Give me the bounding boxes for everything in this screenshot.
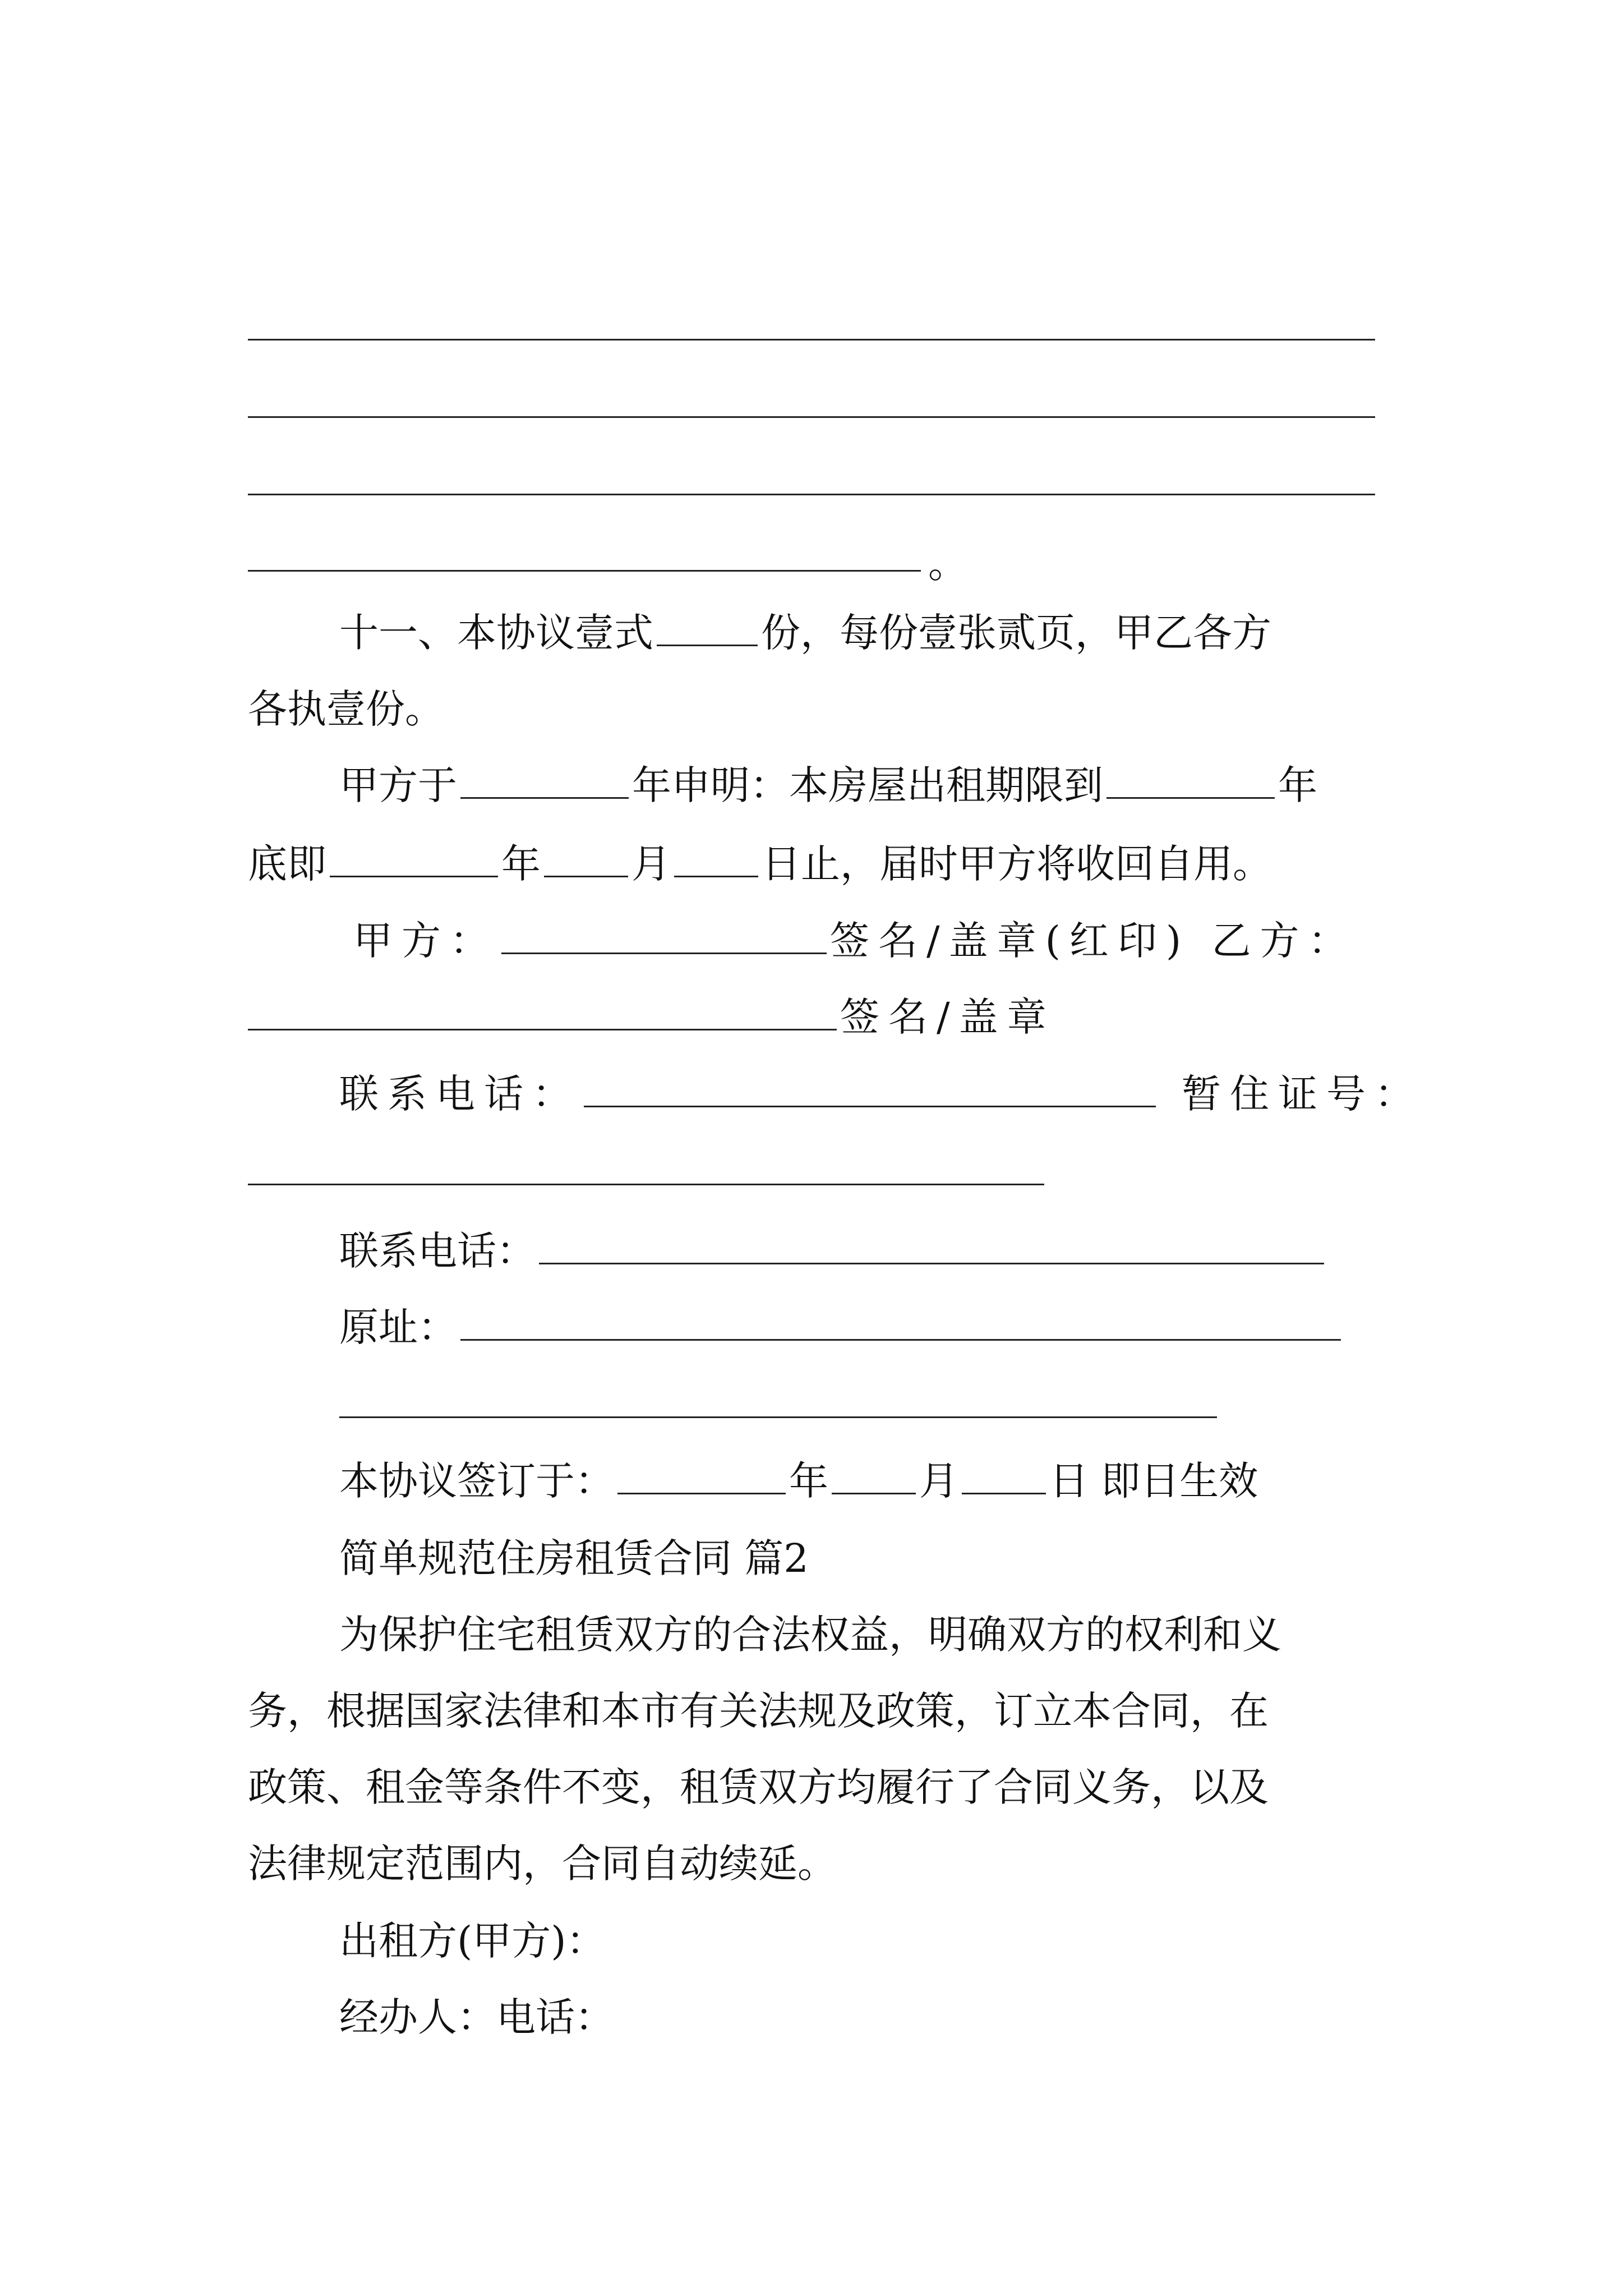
period-mark: 。	[928, 541, 967, 587]
sign-day-blank[interactable]	[962, 1458, 1046, 1494]
lessor-label: 出租方(甲方)：	[339, 1918, 606, 1964]
contact-line-1	[339, 1066, 1423, 1122]
temp-id-blank	[248, 1184, 1044, 1185]
blank-line-4	[248, 570, 921, 572]
section-title: 简单规范住房租赁合同 篇2	[339, 1535, 809, 1581]
stop-year-blank[interactable]	[330, 841, 498, 877]
declaration-text-3: 年	[1278, 762, 1317, 808]
phone-label-2: 联系电话：	[339, 1228, 536, 1274]
declaration-text-2: 年申明：本房屋出租期限到	[632, 762, 1103, 808]
effective-text-1: 本协议签订于：	[339, 1458, 614, 1504]
intro-line-3: 政策、租金等条件不变，租赁双方均履行了合同义务，以及	[248, 1764, 1269, 1810]
phone-blank-2[interactable]	[539, 1228, 1324, 1264]
clause-11-prefix: 十一、本协议壹式	[339, 610, 653, 656]
clause-11-mid: 份，每份壹张贰页，甲乙各方	[761, 610, 1271, 656]
party-b-label: 乙方：	[1211, 918, 1357, 964]
declaration-text-7: 日止，届时甲方将收回自用。	[762, 841, 1272, 887]
effective-text-3: 月	[919, 1458, 958, 1504]
intro-line-4: 法律规定范围内，合同自动续延。	[248, 1841, 837, 1887]
effective-line	[339, 1453, 1258, 1509]
address-blank[interactable]	[460, 1304, 1341, 1341]
agent-label: 经办人：电话：	[339, 1994, 614, 2040]
blank-line-1	[248, 339, 1375, 341]
party-a-sign-blank[interactable]	[501, 918, 827, 954]
party-b-sign-blank[interactable]	[248, 994, 837, 1030]
stop-day-blank[interactable]	[674, 841, 758, 877]
party-b-sign-label: 签名/盖章	[840, 994, 1055, 1040]
phone-blank-1[interactable]	[584, 1071, 1156, 1107]
declaration-text-6: 月	[631, 841, 671, 887]
contact-line-2	[339, 1223, 1327, 1279]
party-a-sign-label: 签名/盖章(红印)	[830, 918, 1191, 964]
effective-text-4: 日 即日生效	[1049, 1458, 1258, 1504]
declaration-text-1: 甲方于	[339, 762, 457, 808]
address-blank-2	[339, 1416, 1217, 1418]
declaration-text-4: 底即	[248, 841, 326, 887]
copies-blank[interactable]	[657, 610, 758, 646]
blank-line-2	[248, 416, 1375, 418]
declare-year-blank[interactable]	[460, 762, 629, 799]
intro-line-1: 为保护住宅租赁双方的合法权益，明确双方的权利和义	[339, 1612, 1281, 1658]
sign-month-blank[interactable]	[832, 1458, 916, 1494]
stop-month-blank[interactable]	[544, 841, 628, 877]
clause-11-line-1	[339, 605, 1271, 661]
party-a-label: 甲方：	[353, 918, 498, 964]
temp-id-label: 暂住证号：	[1182, 1071, 1423, 1117]
declaration-line-2	[248, 836, 1272, 892]
blank-line-3	[248, 494, 1375, 495]
intro-line-2: 务，根据国家法律和本市有关法规及政策，订立本合同，在	[248, 1688, 1269, 1734]
address-label: 原址：	[339, 1304, 457, 1350]
address-line	[339, 1299, 1344, 1355]
declaration-line-1	[339, 757, 1317, 813]
sign-year-blank[interactable]	[617, 1458, 786, 1494]
clause-11-line-2: 各执壹份。	[248, 686, 444, 732]
end-year-blank[interactable]	[1106, 762, 1275, 799]
signature-line-1	[353, 913, 1356, 969]
signature-line-2	[248, 989, 1055, 1045]
phone-label-1: 联系电话：	[339, 1071, 580, 1117]
effective-text-2: 年	[789, 1458, 828, 1504]
declaration-text-5: 年	[501, 841, 541, 887]
